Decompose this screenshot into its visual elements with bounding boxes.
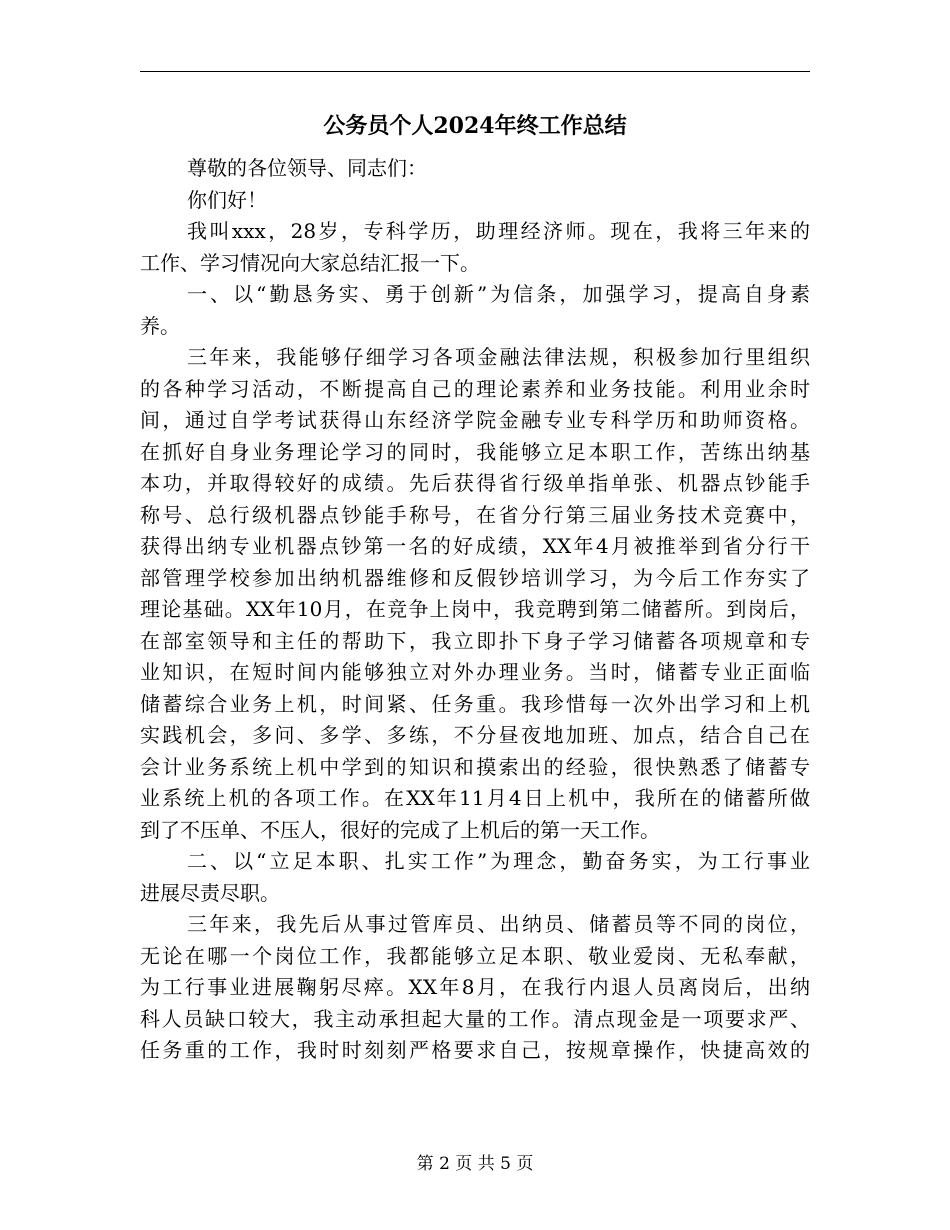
body-text-line: 称号、总行级机器点钞能手称号，在省分行第三届业务技术竞赛中， — [140, 502, 810, 527]
body-text-line: 到了不压单、不压人，很好的完成了上机后的第一天工作。 — [140, 817, 660, 842]
body-text-line: 部管理学校参加出纳机器维修和反假钞培训学习，为今后工作夯实了 — [140, 565, 810, 590]
body-text-line: 工作、学习情况向大家总结汇报一下。 — [140, 250, 480, 275]
body-text-line: 业系统上机的各项工作。在XX年11月4日上机中，我所在的储蓄所做 — [140, 786, 810, 810]
body-text-line: 获得出纳专业机器点钞第一名的好成绩，XX年4月被推举到省分行干 — [140, 534, 810, 558]
body-text-line: 为工行事业进展鞠躬尽瘁。XX年8月，在我行内退人员离岗后，出纳 — [140, 975, 810, 999]
page-number-footer: 第 2 页 共 5 页 — [416, 1154, 534, 1174]
body-text-line: 储蓄综合业务上机，时间紧、任务重。我珍惜每一次外出学习和上机 — [140, 691, 810, 716]
body-text-line: 会计业务系统上机中学到的知识和摸索出的经验，很快熟悉了储蓄专 — [140, 754, 810, 779]
body-text-line: 我叫xxx，28岁，专科学历，助理经济师。现在，我将三年来的 — [187, 219, 810, 243]
header-rule — [140, 71, 810, 72]
body-text-line: 业知识，在短时间内能够独立对外办理业务。当时，储蓄专业正面临 — [140, 660, 810, 684]
document-title: 公务员个人2024年终工作总结 — [323, 113, 627, 139]
body-text-line: 养。 — [140, 313, 180, 338]
body-text-line: 二、以“立足本职、扎实工作”为理念，勤奋务实，为工行事业 — [187, 849, 810, 873]
body-text-line: 三年来，我能够仔细学习各项金融法律法规，积极参加行里组织 — [187, 345, 810, 369]
body-text-line: 间，通过自学考试获得山东经济学院金融专业专科学历和助师资格。 — [140, 408, 810, 432]
body-text-line: 本功，并取得较好的成绩。先后获得省行级单指单张、机器点钞能手 — [140, 471, 810, 495]
body-text-line: 你们好！ — [187, 187, 267, 212]
body-text-line: 尊敬的各位领导、同志们： — [187, 156, 427, 180]
body-text-line: 科人员缺口较大，我主动承担起大量的工作。清点现金是一项要求严、 — [140, 1006, 810, 1031]
body-text-line: 的各种学习活动，不断提高自己的理论素养和业务技能。利用业余时 — [140, 376, 810, 401]
body-text-line: 在部室领导和主任的帮助下，我立即扑下身子学习储蓄各项规章和专 — [140, 628, 810, 653]
document-body — [140, 153, 810, 1067]
body-text-line: 任务重的工作，我时时刻刻严格要求自己，按规章操作，快捷高效的 — [140, 1038, 810, 1062]
body-text-line: 在抓好自身业务理论学习的同时，我能够立足本职工作，苦练出纳基 — [140, 439, 810, 464]
body-text-line: 三年来，我先后从事过管库员、出纳员、储蓄员等不同的岗位， — [187, 912, 810, 936]
body-text-line: 无论在哪一个岗位工作，我都能够立足本职、敬业爱岗、无私奉献， — [140, 943, 810, 968]
body-text-line: 实践机会，多问、多学、多练，不分昼夜地加班、加点，结合自己在 — [140, 723, 810, 747]
body-text-line: 一、以“勤恳务实、勇于创新”为信条，加强学习，提高自身素 — [187, 282, 810, 306]
body-text-line: 进展尽责尽职。 — [140, 880, 280, 905]
body-text-line: 理论基础。XX年10月，在竞争上岗中，我竞聘到第二储蓄所。到岗后， — [140, 597, 810, 621]
